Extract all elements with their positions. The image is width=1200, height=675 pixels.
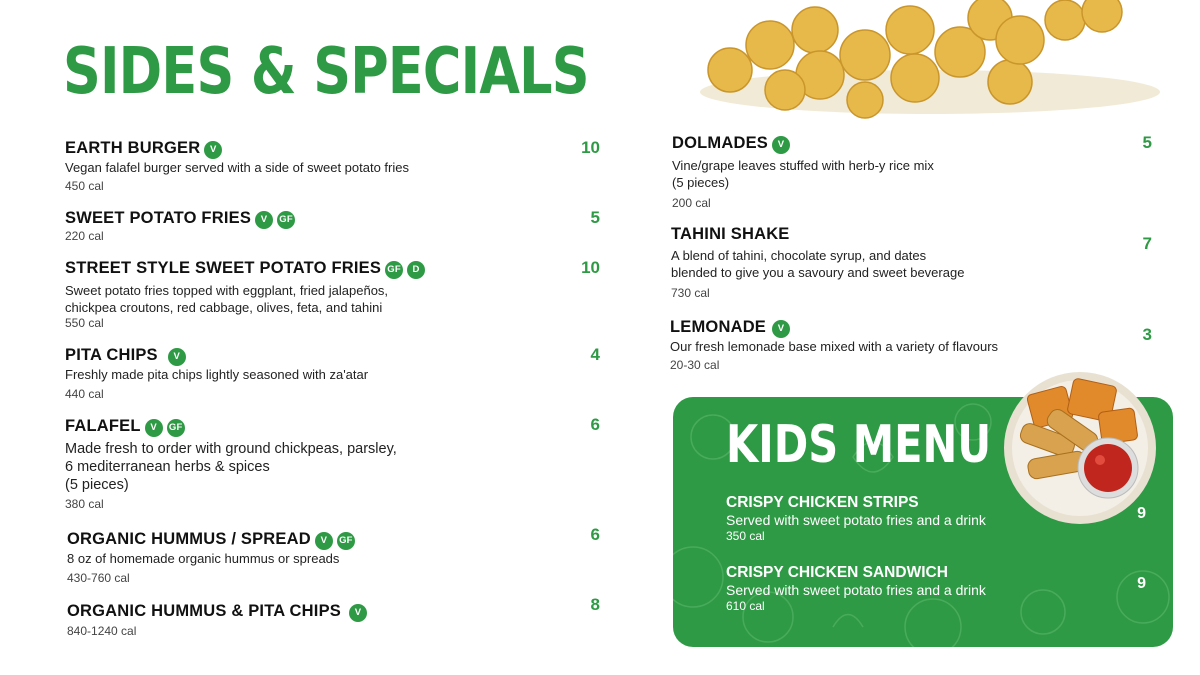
item-description: Our fresh lemonade base mixed with a variety of flavours [670,339,999,354]
item-name: SWEET POTATO FRIES [65,209,252,227]
item-calories: 380 cal [65,497,104,511]
item-description: Served with sweet potato fries and a drink [726,512,986,528]
gluten-free-badge-icon: GF [385,261,403,279]
item-calories: 840-1240 cal [67,624,137,638]
gluten-free-badge-icon: GF [277,211,295,229]
item-name: EARTH BURGER [65,139,201,157]
vegan-badge-icon: V [255,211,273,229]
item-name: TAHINI SHAKE [671,225,790,243]
item-name: ORGANIC HUMMUS / SPREAD [67,530,311,548]
item-price: 9 [1137,575,1146,592]
item-price: 7 [1142,234,1152,253]
item-name: LEMONADE [670,318,767,336]
item-price: 9 [1137,505,1146,522]
item-description: Freshly made pita chips lightly seasoned with za'atar [65,367,369,382]
item-price: 6 [590,525,600,544]
chickpeas-image [690,0,1170,120]
gluten-free-badge-icon: GF [167,419,185,437]
item-description: Vegan falafel burger served with a side of sweet potato fries [65,160,409,175]
vegan-badge-icon: V [145,419,163,437]
item-description: Made fresh to order with ground chickpeas, parsley, 6 mediterranean herbs & spices (5 pieces) [65,441,397,493]
item-name: PITA CHIPS [65,346,158,364]
item-description: Served with sweet potato fries and a drink [726,582,986,598]
item-calories: 550 cal [65,316,104,330]
menu-item-hummus-pita-chips [67,595,600,638]
item-price: 8 [590,595,600,614]
item-description: 8 oz of homemade organic hummus or spreads [67,551,340,566]
menu-item-falafel [65,416,600,511]
menu-item-organic-hummus [67,525,600,585]
vegan-badge-icon: V [772,136,790,154]
item-calories: 430-760 cal [67,571,130,585]
item-name: CRISPY CHICKEN SANDWICH [726,564,948,581]
item-name: DOLMADES [672,134,769,152]
menu-item-pita-chips [65,345,600,401]
item-price: 5 [590,208,600,227]
item-price: 6 [590,415,600,434]
menu-item-sweet-potato-fries [65,208,600,243]
item-calories: 730 cal [671,286,710,300]
item-calories: 220 cal [65,229,104,243]
item-calories: 20-30 cal [670,358,720,372]
item-price: 5 [1142,133,1152,152]
vegan-badge-icon: V [349,604,367,622]
item-name: ORGANIC HUMMUS & PITA CHIPS [67,602,341,620]
menu-item-street-style-fries [65,258,600,330]
item-calories: 200 cal [672,196,711,210]
item-calories: 450 cal [65,179,104,193]
item-description: A blend of tahini, chocolate syrup, and dates blended to give you a savoury and sweet beverage [671,248,965,280]
menu-item-earth-burger [65,138,600,193]
gluten-free-badge-icon: GF [337,532,355,550]
item-calories: 350 cal [726,529,765,543]
page-title: SIDES & SPECIALS [63,35,589,109]
item-price: 4 [590,345,600,364]
vegan-badge-icon: V [204,141,222,159]
item-calories: 440 cal [65,387,104,401]
dairy-badge-icon: D [407,261,425,279]
item-name: CRISPY CHICKEN STRIPS [726,494,919,511]
item-calories: 610 cal [726,599,765,613]
vegan-badge-icon: V [772,320,790,338]
kids-item-chicken-sandwich [726,563,1158,613]
item-description: Sweet potato fries topped with eggplant, fried jalapeños, chickpea croutons, red cabbage, olives, feta, and tahini [65,283,389,315]
vegan-badge-icon: V [315,532,333,550]
menu-item-tahini-shake [671,224,1152,300]
item-price: 10 [581,258,600,277]
chicken-strips-bowl-image [1000,360,1160,525]
menu-item-dolmades [672,133,1152,210]
vegan-badge-icon: V [168,348,186,366]
item-price: 3 [1142,325,1152,344]
item-name: STREET STYLE SWEET POTATO FRIES [65,259,382,277]
kids-menu-title: KIDS MENU [726,415,992,475]
item-price: 10 [581,138,600,157]
item-description: Vine/grape leaves stuffed with herb-y rice mix (5 pieces) [672,158,934,190]
item-name: FALAFEL [65,417,141,435]
